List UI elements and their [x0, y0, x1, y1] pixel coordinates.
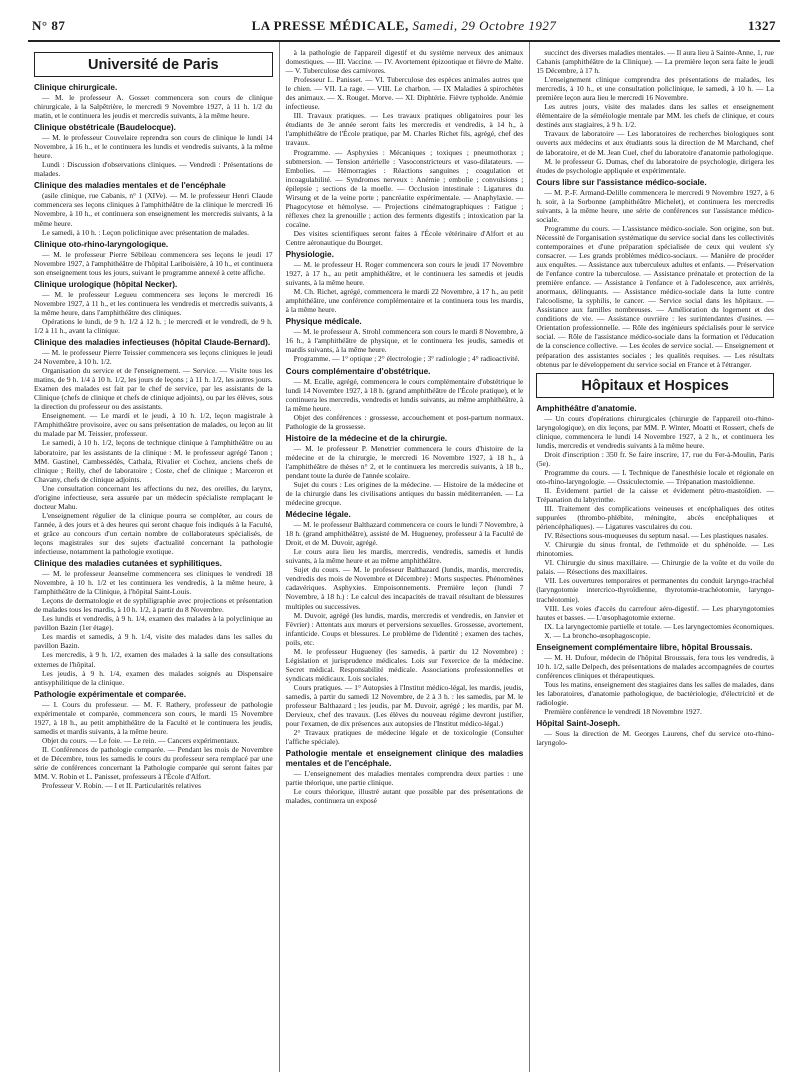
article-paragraph: Enseignement. — Le mardi et le jeudi, à 10 h. 1/2, leçon magistrale à l'Amphithéâtre provisoire, avec ou sans présentation de malades, ou leçon au lit du malade par M. Teissier, professeur.	[34, 411, 273, 439]
article-heading: Médecine légale.	[285, 510, 351, 520]
article-paragraph: M. le professeur Hugueney (les samedis, à partir du 12 Novembre) : Législation et jurisprudence médicales. Lois sur l'exercice de la médecine. Secret médical. Responsabilité médicale. Associations professionnelles et syndicats médicaux. Lois sociales.	[285, 646, 524, 683]
article-paragraph: Programme du cours. — I. Technique de l'anesthésie locale et régionale en oto-rhino-laryngologie. — Ossiculectomie. — Trépanation mastoïdienne.	[536, 467, 774, 486]
article-paragraph: Droit d'inscription : 350 fr. Se faire inscrire, 17, rue du Fer-à-Moulin, Paris (5e).	[536, 449, 774, 468]
article-paragraph: II. Évidement partiel de la caisse et évidement pétro-mastoïdien. — Trépanation du labyrinthe.	[536, 485, 774, 505]
article-heading: Cours libre sur l'assistance médico-sociale.	[536, 177, 707, 187]
article-paragraph: Opérations le lundi, de 9 h. 1/2 à 12 h. ; le mercredi et le vendredi, de 9 h. 1/2 à 11 h., avant la clinique.	[34, 316, 273, 335]
column-left	[28, 42, 279, 1072]
article-paragraph: — M. le professeur Pierre Teissier commencera ses leçons cliniques le jeudi 24 Novembre, à 10 h. 1/2.	[34, 347, 273, 367]
article-heading: Pathologie mentale et enseignement clinique des maladies mentales et de l'encéphale.	[285, 749, 524, 769]
section-title: Université de Paris	[34, 52, 273, 77]
article-heading: Physique médicale.	[285, 317, 362, 327]
article-paragraph: Professeur V. Robin. — I et II. Particularités relatives	[42, 781, 201, 791]
article-paragraph: — M. Ecalle, agrégé, commencera le cours complémentaire d'obstétrique le lundi 14 Novembre 1927, à 18 h. (grand amphithéâtre de l'École pratique), et le continuera les mercredis, vendredis et lundis suivants, au même amphithéâtre, à la même heure.	[285, 376, 524, 413]
article-paragraph: — M. le professeur A. Strohl commencera son cours le mardi 8 Novembre, à 16 h., à l'amphithéâtre de physique, et le continuera les jeudis, samedis et mardis suivants, à la même heure.	[285, 327, 524, 355]
article-heading: Amphithéâtre d'anatomie.	[536, 403, 637, 413]
page-number: 1327	[748, 18, 776, 33]
article-paragraph: Les lundis et vendredis, à 9 h. 1/4, examen des malades à la polyclinique au pavillon Bazin (1er étage).	[34, 614, 273, 633]
article-paragraph: — M. le professeur Balthazard commencera ce cours le lundi 7 Novembre, à 18 h. (grand amphithéâtre), assisté de M. Hugueney, professeur à la Faculté de Droit, et de M. Duvoir, agrégé.	[285, 520, 524, 548]
article-paragraph: — M. P.-F. Armand-Delille commencera le mercredi 9 Novembre 1927, à 6 h. soir, à la Sorbonne (amphithéâtre Michelet), et continuera les mercredis suivants, à la même heure, une série de conférences sur l'assistance médico-sociale.	[536, 187, 774, 224]
article-heading: Histoire de la médecine et de la chirurgie.	[285, 433, 448, 443]
article-heading: Clinique des maladies mentales et de l'encéphale	[34, 181, 226, 191]
article-paragraph: Programme. — Asphyxies : Mécaniques ; toxiques ; pneumothorax ; submersion. — Tension artérielle : Vasoconstricteurs et vaso-dilatateurs. — Embolies. — Hémorragies : Réactions sanguines ; coagulation et incoagulabilité. — Syndromes nerveux : Anémie ; embolie ; convulsions ; épilepsie ; sections de la moelle. — Occlusion intestinale : Ligatures du Wirsung et de la veine porte ; pancréatite expérimentale. — Anaphylaxie. — Phagocytose et hémolyse. — Projections cinématographiques : Fatigue ; réflexes chez la grenouille ; action des ferments digestifs ; intoxication par la cocaïne.	[285, 147, 524, 229]
article-paragraph: Le samedi, à 10 h. : Leçon policlinique avec présentation de malades.	[42, 227, 249, 237]
article-heading: Cours complémentaire d'obstétrique.	[285, 366, 431, 376]
article-paragraph: Leçons de dermatologie et de syphiligraphie avec projections et présentation de malades tous les mardis, à 10 h. 1/2, à partir du 8 Novembre.	[34, 596, 273, 615]
article-paragraph: — Sous la direction de M. Georges Laurens, chef du service oto-rhino-laryngolo-	[536, 729, 774, 748]
article-paragraph: — M. le professeur Couvelaire reprendra son cours de clinique le lundi 14 Novembre, à 16 h., et le continuera les lundis et vendredis suivants, à la même heure.	[34, 133, 273, 161]
article-paragraph: à la pathologie de l'appareil digestif et du système nerveux des animaux domestiques. — III. Vaccine. — IV. Avortement épizootique et fièvre de Malte. — V. Tuberculose des carnivores.	[285, 48, 524, 76]
article-paragraph: (asile clinique, rue Cabanis, n° 1 (XIVe). — M. le professeur Henri Claude commencera ses leçons cliniques à l'amphithéâtre de la clinique le mercredi 16 Novembre, à 10 h., et continuera son enseignement les mercredis suivants, à la même heure.	[34, 191, 273, 228]
article-paragraph: L'enseignement régulier de la clinique pourra se compléter, au cours de l'année, à des jours et à des heures qui seront chaque fois indiqués à la Faculté, et grâce au concours d'un certain nombre de collaborateurs spécialisés, de leçons magistrales sur des sujets d'actualité concernant la pathologie infectieuse, notamment la pathologie exotique.	[34, 510, 273, 557]
column-right	[529, 42, 780, 1072]
article-paragraph: VI. Chirurgie du sinus maxillaire. — Chirurgie de la voûte et du voile du palais. — Résections des maxillaires.	[536, 558, 774, 577]
article-paragraph: — M. le professeur Pierre Sébileau commencera ses leçons le jeudi 17 Novembre 1927, à l'amphithéâtre de l'hôpital Lariboisière, à 10 h., et continuera son enseignement tous les jours, suivant le programme annexé à cette affiche.	[34, 249, 273, 277]
running-header	[28, 6, 780, 42]
article-paragraph: — M. le professeur Jeanselme commencera ses cliniques le vendredi 18 Novembre, à 10 h. 1/2 et les continuera les vendredis, à la même heure, à l'amphithéâtre de la Clinique, à l'hôpital Saint-Louis.	[34, 569, 273, 597]
article-heading: Enseignement complémentaire libre, hôpital Broussais.	[536, 642, 753, 652]
article-paragraph: — M. le professeur H. Roger commencera son cours le jeudi 17 Novembre 1927, à 17 h., au petit amphithéâtre, et le continuera les samedis et jeudis suivants, à la même heure.	[285, 260, 524, 288]
article-paragraph: Objet du cours. — Le foie. — Le rein. — Cancers expérimentaux.	[42, 735, 240, 745]
text-columns	[28, 42, 780, 1072]
article-paragraph: VII. Les ouvertures temporaires et permanentes du conduit laryngo-trachéal (laryngotomie intercrico-thyroïdienne, thyrotomie-trachéotomie, laryngo-trachéotomie).	[536, 576, 774, 604]
article-paragraph: V. Chirurgie du sinus frontal, de l'ethmoïde et du sphénoïde. — Les rhinotomies.	[536, 540, 774, 559]
article-paragraph: Organisation du service et de l'enseignement. — Service. — Visite tous les matins, de 9 h. 1/4 à 10 h. 1/2, les jours de leçons ; à 11 h. 1/2, les autres jours. Examen des malades est fait par le chef de service, par les assistants de la Clinique (chefs de clinique et chefs de clinique adjoints), ou par les élèves, sous la direction du professeur ou des assistants.	[34, 366, 273, 412]
article-paragraph: Le samedi, à 10 h. 1/2, leçons de technique clinique à l'amphithéâtre ou au laboratoire, par les assistants de la clinique : M. le professeur agrégé Tanon ; MM. Gastinel, Cambessédès, Cathala, Rivalier et Cochez, anciens chefs de clinique ; Reilly, chef de laboratoire ; Coste, chef de clinique ; Marceron et Chavany, chefs de clinique adjoints.	[34, 438, 273, 484]
article-paragraph: III. Travaux pratiques. — Les travaux pratiques obligatoires pour les étudiants de 3e année seront faits les mercredis et vendredis, à 14 h., à l'amphithéâtre de l'École pratique, par M. Charles Richet fils, agrégé, chef des travaux.	[285, 111, 524, 148]
article-paragraph: — I. Cours du professeur. — M. F. Rathery, professeur de pathologie expérimentale et comparée, commencera son cours, le mardi 15 Novembre 1927, à 18 h., au petit amphithéâtre de la Faculté et le continuera les jeudis, samedis et mardis suivants, à la même heure.	[34, 699, 273, 736]
article-paragraph: Les autres jours, visite des malades dans les salles et enseignement élémentaire de la séméiologie mentale par MM. les chefs de clinique, et cours destinés aux stagiaires, à 9 h. 1/2.	[536, 102, 774, 130]
article-paragraph: Sujet du cours : Les origines de la médecine. — Histoire de la médecine et de la chirurgie dans les civilisations antiques du bassin méditerranéen. — La médecine grecque.	[285, 479, 524, 508]
article-heading: Clinique des maladies cutanées et syphilitiques.	[34, 559, 222, 569]
article-paragraph: succinct des diverses maladies mentales. — Il aura lieu à Sainte-Anne, 1, rue Cabanis (amphithéâtre de la Clinique). — La première leçon sera faite le jeudi 15 Décembre, à 17 h.	[536, 48, 774, 76]
article-heading: Clinique oto-rhino-laryngologique.	[34, 239, 169, 249]
section-title: Hôpitaux et Hospices	[536, 373, 774, 398]
article-paragraph: M. Ch. Richet, agrégé, commencera le mardi 22 Novembre, à 17 h., au petit amphithéâtre, une conférence complémentaire et la continuera tous les mardis, à la même heure.	[285, 287, 524, 315]
article-paragraph: III. Traitement des complications veineuses et encéphaliques des otites suppurées (thrombo-phlébite, méningite, abcès encéphaliques et périencéphaliques). — Ligatures vasculaires du cou.	[536, 504, 774, 532]
article-paragraph: — M. le professeur A. Gosset commencera son cours de clinique chirurgicale, à la Salpêtrière, le mercredi 9 Novembre 1927, à 11 h. 1/2 du matin, et le continuera les jeudis et mercredis suivants, à la même heure.	[34, 93, 273, 121]
article-paragraph: — L'enseignement des maladies mentales comprendra deux parties : une partie théorique, une partie clinique.	[285, 769, 524, 788]
article-paragraph: Première conférence le vendredi 18 Novembre 1927.	[544, 707, 702, 717]
article-paragraph: Le cours aura lieu les mardis, mercredis, vendredis, samedis et lundis suivants, à la même heure et au même amphithéâtre.	[285, 547, 524, 566]
article-paragraph: Tous les matins, enseignement des stagiaires dans les salles de malades, dans les laboratoires, d'anatomie pathologique, de bactériologie, d'électricité et de radiologie.	[536, 679, 774, 707]
article-paragraph: — M. le professeur P. Menetrier commencera le cours d'histoire de la médecine et de la chirurgie, le mercredi 16 Novembre 1927, à 18 h., à l'amphithéâtre de thèses n° 2, et le continuera les mercredis suivants, à 18 h., pendant toute la durée de l'année scolaire.	[285, 443, 524, 480]
article-paragraph: X. — La broncho-œsophagoscopie.	[544, 630, 651, 640]
article-paragraph: IV. Résections sous-muqueuses du septum nasal. — Les plastiques nasales.	[544, 531, 769, 541]
journal-title-line	[28, 18, 780, 34]
article-heading: Clinique urologique (hôpital Necker).	[34, 279, 178, 289]
article-paragraph: Travaux de laboratoire — Les laboratoires de recherches biologiques sont ouverts aux médecins et aux étudiants sous la direction de M Marchand, chef de laboratoire, et de M. Jean Cuel, chef du laboratoire d'anatomie pathologique.	[536, 129, 774, 157]
article-heading: Clinique des maladies infectieuses (hôpital Claude-Bernard).	[34, 337, 271, 347]
article-heading: Clinique chirurgicale.	[34, 83, 118, 92]
article-paragraph: 2° Travaux pratiques de médecine légale et de toxicologie (Consulter l'affiche spéciale).	[285, 728, 524, 747]
article-paragraph: IX. La laryngectomie partielle et totale. — Les laryngectomies économiques.	[544, 621, 774, 631]
column-middle	[279, 42, 530, 1072]
article-paragraph: Les mercredis, à 9 h. 1/2, examen des malades à la salle des consultations externes de l'hôpital.	[34, 650, 273, 669]
issue-number: N° 87	[32, 18, 66, 33]
issue-date: Samedi, 29 Octobre 1927	[412, 18, 557, 33]
article-paragraph: L'enseignement clinique comprendra des présentations de malades, les mercredis, à 10 h., et une consultation policlinique, le samedi, à 10 h. — La première leçon aura lieu le mercredi 16 Novembre.	[536, 75, 774, 103]
article-heading: Clinique obstétricale (Baudelocque).	[34, 123, 176, 133]
article-paragraph: M. le professeur G. Dumas, chef du laboratoire de psychologie, dirigera les études de psychologie appliquée et expérimentale.	[536, 156, 774, 175]
article-paragraph: — Un cours d'opérations chirurgicales (chirurgie de l'appareil oto-rhino-laryngologique), en dix leçons, par MM. P. Winter, Moatti et Rossert, chefs de clinique, commencera le lundi 14 Novembre 1927, à 2 h., et continuera les lundis, mercredis et vendredis suivants à la même heure.	[536, 413, 774, 450]
article-paragraph: Objet des conférences : grossesse, accouchement et post-partum normaux. Pathologie de la grossesse.	[285, 412, 524, 431]
article-paragraph: Une consultation concernant les affections du nez, des oreilles, du larynx, d'origine infectieuse, sera assurée par un médecin spécialiste remplaçant le docteur Mahu.	[34, 483, 273, 511]
article-heading: Pathologie expérimentale et comparée.	[34, 689, 186, 699]
article-paragraph: Les mardis et samedis, à 9 h. 1/4, visite des malades dans les salles du pavillon Bazin.	[34, 632, 273, 651]
article-paragraph: Le cours théorique, illustré autant que possible par des présentations de malades, continuera un exposé	[285, 787, 524, 806]
article-paragraph: Programme. — 1° optique ; 2° électrologie ; 3° radiologie ; 4° radioactivité.	[293, 354, 520, 364]
article-paragraph: Cours pratiques. — 1° Autopsies à l'Institut médico-légal, les mardis, jeudis, samedis, à partir du samedi 12 Novembre, de 2 à 3 h. : les samedis, par M. le professeur Balthazard ; les jeudis, par M. Duvoir, agrégé ; les mardis, par M. Dervieux, chef des travaux. (Les élèves du nouveau régime devront justifier, pour l'examen, de dix présences aux autopsies de l'Institut médico-légal.)	[285, 682, 524, 729]
article-paragraph: VIII. Les voies d'accès du carrefour aéro-digestif. — Les pharyngotomies hautes et basses. — L'œsophagotomie externe.	[536, 603, 774, 622]
article-paragraph: Lundi : Discussion d'observations cliniques. — Vendredi : Présentations de malades.	[34, 160, 273, 179]
article-heading: Physiologie.	[285, 250, 334, 260]
article-paragraph: M. Duvoir, agrégé (les lundis, mardis, mercredis et vendredis, en Janvier et Février) : Attentats aux mœurs et perversions sexuelles. Grossesse, avortement, infanticide. Coups et blessures. Le problème de l'identité ; examen des taches, poils, etc.	[285, 610, 524, 647]
article-paragraph: Des visites scientifiques seront faites à l'École vétérinaire d'Alfort et au Centre aéronautique du Bourget.	[285, 228, 524, 247]
article-paragraph: II. Conférences de pathologie comparée. — Pendant les mois de Novembre et de Décembre, tous les samedis le cours du professeur sera remplacé par une série de conférences concernant la Pathologie comparée qui seront faites par MM. V. Robin et L. Panisset, professeurs à l'École d'Alfort.	[34, 744, 273, 782]
journal-name: LA PRESSE MÉDICALE,	[251, 18, 409, 33]
article-paragraph: Les jeudis, à 9 h. 1/4, examen des malades soignés au Dispensaire antisyphilitique de la clinique.	[34, 668, 273, 687]
article-paragraph: Professeur L. Panisset. — VI. Tuberculose des espèces animales autres que le chien. — VII. La rage. — VIII. Le charbon. — IX Maladies à spirochètes des animaux. — X. Rouget. Morve. — XI. Diphtérie. Fièvre typhoïde. Anémie infectieuse.	[285, 75, 524, 112]
article-paragraph: Programme du cours. — L'assistance médico-sociale. Son origine, son but. Nécessité de l'organisation systématique du service social dans les collectivités contemporaines et d'une préparation spécialisée de ceux qui veulent s'y consacrer. — Les grands problèmes médico-sociaux. — Manière de procéder aux enquêtes. — Assistance aux tuberculeux adultes et enfants. — Préservation de l'enfance contre la tuberculose. — Assistance prénatale et protection de la première enfance. — Assistance à l'enfance et à l'adolescence, aux arriérés, anormaux, délinquants. — Assistance médico-sociale dans la lutte contre l'alcoolisme, la syphilis, le cancer. — Service social dans les hôpitaux. — Assistance aux familles nombreuses. — Amélioration du logement et des conditions de vie. — Assistance ouvrière : les surintendantes d'usines. — Orientation professionnelle. — Rôle des ingénieurs spécialisés pour le service social. — Rôle de l'assistance médico-sociale dans la formation et l'éducation de la conscience collective. — Les écoles de service social. — Enseignement et préparation des assistantes sociales ; les qualités requises. — Les résultats obtenus par le développement du service social en France et à l'étranger.	[536, 223, 774, 369]
article-paragraph: Sujet du cours. — M. le professeur Balthazard (lundis, mardis, mercredis, vendredis des mois de Novembre et Décembre) : Morts suspectes. Phénomènes cadavériques. Asphyxies. Empoisonnements. Première leçon (lundi 7 Novembre, à 18 h.) : Le calcul des incapacités de travail résultant de blessures multiples ou successives.	[285, 565, 524, 611]
article-heading: Hôpital Saint-Joseph.	[536, 719, 621, 729]
article-paragraph: — M. H. Dufour, médecin de l'hôpital Broussais, fera tous les vendredis, à 10 h. 1/2, salle Delpech, des présentations de malades accompagnées de courtes conférences cliniques et thérapeutiques.	[536, 652, 774, 680]
article-paragraph: — M. le professeur Legueu commencera ses leçons le mercredi 16 Novembre 1927, à 11 h., et les continuera les vendredis et mercredis suivants, à la même heure, dans l'amphithéâtre des cliniques.	[34, 289, 273, 317]
